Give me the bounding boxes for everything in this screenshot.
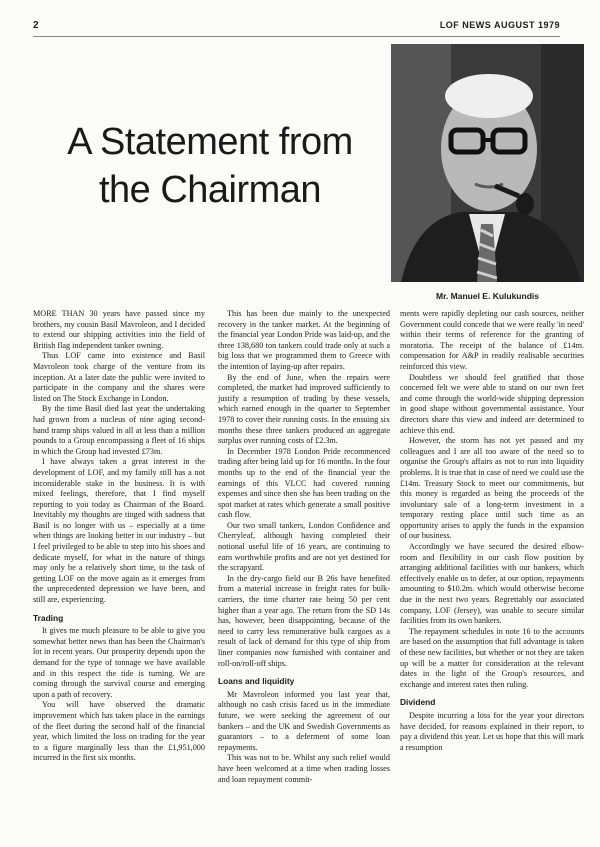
page-number: 2 [33,20,39,31]
article-column-1 [33,309,205,764]
article-column-3 [400,309,584,753]
paragraph: This was not to be. Whilst any such relief would have been welcomed at a time when trading losses and loan repayment commit- [218,753,390,784]
paragraph: Our two small tankers, London Confidence and Cherryleaf, although having completed their notional useful life of 16 years, are continuing to earn worthwhile profits and are not yet destined for the scrapyard. [218,520,390,573]
paragraph: MORE THAN 30 years have passed since my brothers, my cousin Basil Mavroleon, and I decided to extend our shipping activities into the field of British flag independent tanker owning. [33,309,205,350]
section-heading-dividend: Dividend [400,697,436,708]
paragraph: Mr Mavroleon informed you last year that, although no cash crisis faced us in the immediate future, we were seeking the agreement of our bankers – and the UK and Swedish Governments as guarantors – to a deferment of some loan repayments. [218,689,390,752]
paragraph: Doubtless we should feel gratified that those concerned felt we were able to stand on our own feet and come through the world-wide shipping depression in good shape without governmental assistance. Your directors share this view and indeed are determined to achieve this end. [400,372,584,435]
paragraph: Despite incurring a loss for the year your directors have decided, for reasons explained in their report, to pay a dividend this year. Let us hope that this will mark a resumption [400,710,584,752]
paragraph: In the dry-cargo field our B 26s have benefited from a material increase in freight rates for bulk-carriers, the time charter rate being 50 per cent higher than a year ago. The return from the SD 14s has, however, been disappointing, because of the need to carry less remunerative bulk cargoes as a result of lack of demand for this type of ship from liner companies now furnished with container and roll-on/roll-off ships. [218,573,390,668]
paragraph: In December 1978 London Pride recommenced trading after being laid up for 16 months. In the four months up to the end of the financial year the earnings of this VLCC had covered running expenses and since then she has been trading on the spot market at rates which generate a small positive cash flow. [218,446,390,520]
paragraph: By the time Basil died last year the undertaking had grown from a nucleus of nine aging second-hand tramp ships valued in all at less than a million pounds to a Group encompassing a fleet of 16 ships in which the Group had invested £73m. [33,404,205,456]
chairman-portrait-photo [391,44,584,282]
paragraph: It gives me much pleasure to be able to give you somewhat better news than has been the Chairman's lot in recent years. Our prosperity depends upon the demand for the type of tonnage we have available and in this respect the tide is turning. We are coming through the survival course and emerging upon a path of recovery. [33,626,205,699]
article-headline [45,118,375,214]
issue-title: LOF NEWS AUGUST 1979 [439,20,560,30]
article-column-2 [218,309,390,785]
headline-line-2: the Chairman [98,169,322,211]
paragraph: The repayment schedules in note 16 to the accounts are based on the assumption that full advantage is taken of these new facilities, but whether or not they are taken up will be a matter for consideration at the relevant dates in the light of the Group's resources, and exchange and interest rates then ruling. [400,626,584,689]
paragraph: This has been due mainly to the unexpected recovery in the tanker market. At the beginning of the financial year London Pride was laid-up, and the three 138,680 ton tankers could trade only at such a big loss that we programmed them to Greece with the intention of laying-up after repairs. [218,309,390,371]
photo-caption: Mr. Manuel E. Kulukundis [436,291,539,301]
header-rule [33,36,560,37]
paragraph: You will have observed the dramatic improvement which has taken place in the earnings of the fleet during the second half of the financial year, which limited the loss on trading for the year to a figure marginally less than the £1,951,000 incurred in the first six months. [33,700,205,763]
paragraph: I have always taken a great interest in the development of LOF, and my family still has a not inconsiderable stake in the business. It is with mixed feelings, therefore, that I find myself reporting to you today as Chairman of the Board. Inevitably my thoughts are tinged with sadness that Basil is no longer with us – especially at a time when things are looking better in our industry – but I feel privileged to be able to step into his shoes and dedicate myself, for what in the nature of things may only be a relatively short time, to the task of getting LOF on the move again as it emerges from the unprecedented depression we have been, and still are, experiencing. [33,457,205,605]
section-heading-trading: Trading [33,612,64,623]
paragraph: By the end of June, when the repairs were completed, the market had improved sufficiently to justify a resumption of trading by these vessels, which earned enough in the quarter to September 1978 to cover their running costs. In the ensuing six months these three tankers produced an aggregate surplus over running costs of £2.3m. [218,372,390,446]
paragraph: However, the storm has not yet passed and my colleagues and I are all too aware of the need so to organise the Group's affairs as not to run into liquidity problems. It is true that in case of need we could use the £14m. Treasury Stock to meet our commitments, but this money is regarded as being the proceeds of the involuntary sale of a long-term investment in a temporary resting place until such time as an opportunity arises to apply the funds in the expansion of our business. [400,436,584,541]
section-heading-loans: Loans and liquidity [218,676,295,687]
paragraph: Thus LOF came into existence and Basil Mavroleon took charge of the venture from its inception. At a later date the public were invited to participate in the company and the shares were listed on The Stock Exchange in London. [33,351,205,403]
headline-line-1: A Statement from [67,121,353,163]
paragraph: Accordingly we have secured the desired elbow-room and flexibility in our cash flow position by arranging additional facilities with our bankers, which effectively enable us to defer, at our option, repayments amounting to $10.2m. which would otherwise become due in the next two years. Regrettably our associated company, LOF (Jersey), was unable to secure similar facilities from its own bankers. [400,542,584,626]
paragraph: ments were rapidly depleting our cash sources, neither Government could concede that we were really 'in need' within their terms of reference for the granting of moratoria. The receipt of the balance of £14m. compensation for A&P in readily realisable securities reinforced this view. [400,309,584,371]
